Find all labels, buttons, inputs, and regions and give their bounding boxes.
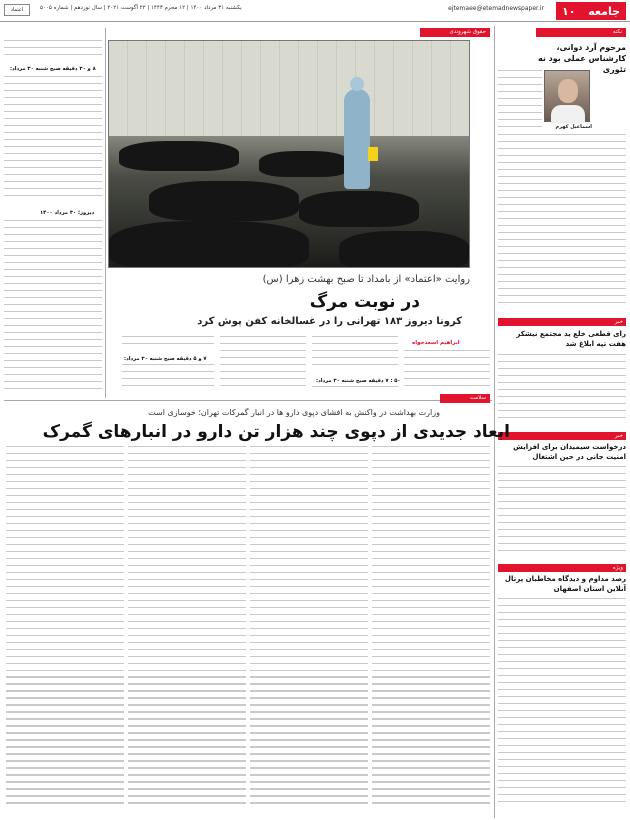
story4-title: رصد مداوم و دیدگاه مخاطبان پرتال آنلاین استان اصفهان	[504, 575, 626, 593]
left-time-subhead-1: ۸ و ۳۰ دقیقه صبح شنبه ۳۰ مرداد:	[10, 66, 96, 72]
main-text-col3	[220, 336, 306, 398]
news-tag-2: خبر	[498, 432, 626, 440]
second-text-col3	[128, 446, 246, 816]
second-text-col2	[250, 446, 368, 816]
left-text-bottom	[4, 220, 102, 396]
page-section-badge	[556, 2, 626, 20]
second-story-kicker: وزارت بهداشت در واکنش به افشای دپوی دارو ها در انبار گمرکات تهران؛ خوسازی است	[148, 408, 440, 417]
section-name: جامعه	[588, 4, 620, 18]
obituary-title: مرحوم آرد دوانی، کارشناس عملی بود نه تئوری	[538, 43, 626, 74]
page-number: ۱۰	[562, 4, 576, 18]
main-text-col2	[312, 336, 398, 376]
photo-caption: روایت «اعتماد» از بامداد تا صبح بهشت زهرا (س)	[262, 274, 470, 285]
section-email[interactable]: ejtemaee@etemadnewspaper.ir	[448, 5, 544, 12]
issue-meta: یکشنبه ۳۱ مرداد ۱۴۰۰ | ۱۲ محرم ۱۴۴۳ | ۲۲ آگوست ۲۰۲۱ | سال نوزدهم | شماره ۵۰۰۵	[40, 5, 242, 11]
page-header	[0, 0, 630, 22]
story2-title: رای قطعی خلع ید مجتمع نیشکر هفت تپه ابلاغ شد	[516, 330, 626, 348]
main-text-col1	[404, 350, 490, 396]
story4-text	[498, 598, 626, 814]
story2-text	[498, 354, 626, 428]
story-separator	[4, 400, 492, 401]
left-text-top	[4, 40, 102, 64]
main-headline: در نوبت مرگ	[309, 292, 420, 312]
weizhe-tag: ویژه	[498, 564, 626, 572]
second-text-col4	[6, 446, 124, 816]
right-column-tag: نکته	[536, 28, 626, 37]
portrait-caption: اسماعیل کهرم	[555, 124, 592, 130]
second-story-headline: ابعاد جدیدی از دپوی چند هزار تن دارو در انبارهای گمرک	[42, 422, 510, 442]
left-divider	[105, 28, 106, 398]
health-tag: سلامت	[440, 394, 490, 403]
second-text-col1	[372, 446, 490, 816]
time-subhead-1: ۵۰ : ۷ دقیقه صبح شنبه ۳۰ مرداد:	[316, 378, 401, 384]
rights-tag: حقوق شهروندی	[420, 28, 490, 37]
story3-title: درخواست سیمیدان برای افزایش امنیت جانی در حین اشتغال	[513, 443, 626, 461]
story3-text	[498, 466, 626, 560]
news-tag: خبر	[498, 318, 626, 326]
main-text-col4	[122, 336, 214, 354]
left-time-subhead-2: دیروز؛ ۳۰ مرداد ۱۴۰۰	[40, 210, 95, 216]
time-subhead-3: ۷ و ۵ دقیقه صبح شنبه ۳۰ مرداد:	[124, 356, 207, 362]
main-subheadline: کرونا دیروز ۱۸۳ تهرانی را در غسالخانه کفن پوش کرد	[197, 316, 462, 327]
portrait-photo	[544, 70, 590, 122]
morgue-photo	[108, 40, 470, 268]
newspaper-logo: اعتماد	[4, 4, 30, 16]
main-byline: ابراهیم اسعدخواه	[412, 340, 460, 346]
obituary-text	[498, 134, 626, 312]
obituary-text-top	[498, 70, 542, 130]
left-text-mid	[4, 76, 102, 206]
